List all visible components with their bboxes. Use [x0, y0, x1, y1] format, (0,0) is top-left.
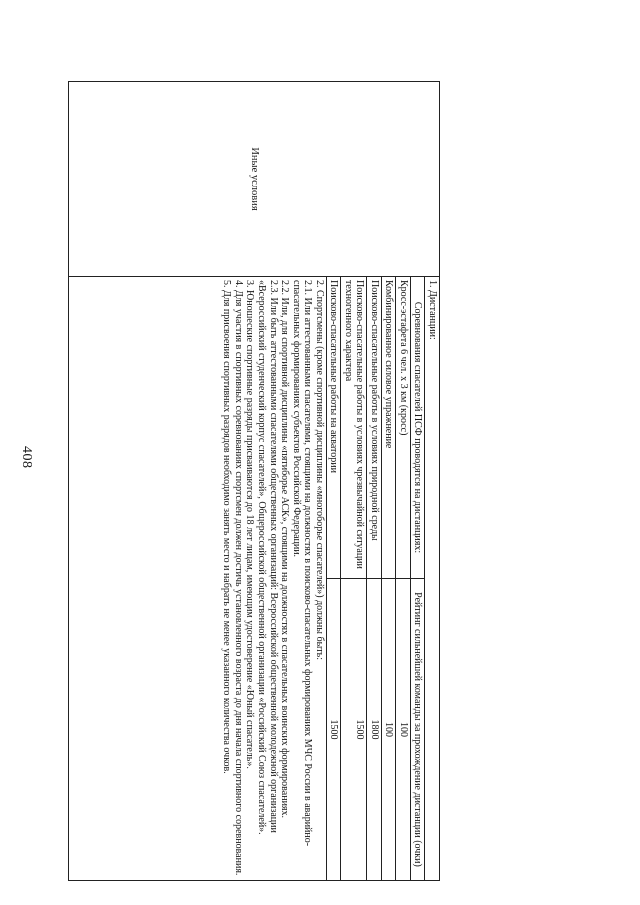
left-label: Иные условия	[248, 147, 260, 211]
distance-name: Комбинированное силовое упражнение	[382, 277, 397, 579]
distance-name: Поисково-спасательные работы в условиях чрезвычайной ситуации техногенного характера	[341, 277, 367, 579]
header-col1: Соревнования спасателей ПСФ проводятся на дистанциях:	[411, 277, 426, 579]
distance-value: 1500	[327, 579, 342, 881]
condition-item: 2. Спортсмены (кроме спортивной дисциплины «многоборье спасателей») должны быть:	[314, 280, 325, 661]
condition-item: 4. Для участия в спортивных соревнованиях спортсмен должен достичь установленного возраста до дня начала спортивного соревнования.	[232, 280, 244, 876]
requirements-table	[68, 81, 440, 881]
document-sheet	[68, 81, 440, 881]
left-label-cell	[69, 82, 440, 277]
distance-name: Поисково-спасательные работы на акватории	[327, 277, 342, 579]
conditions-block	[220, 277, 326, 880]
condition-item: 2.3. Или быть аттестованными спасателями общественных организаций: Всероссийской общественной молодежной организации «Всероссийский студенческий корпус спасателей», Общероссийской общественной организации «Российский Союз спасателей».	[256, 280, 279, 835]
distances-table	[326, 277, 439, 880]
distance-value: 100	[396, 579, 411, 881]
page-number: 408	[19, 446, 34, 469]
content-cell	[69, 277, 440, 881]
condition-item: 5. Для присвоения спортивных разрядов необходимо занять место и набрать не менее указанного количества очков.	[221, 280, 233, 774]
distance-value: 100	[382, 579, 397, 881]
distance-value: 1800	[367, 579, 382, 881]
condition-item: 2.2. Или, для спортивной дисциплины «пятиборье АСК», стоящими на должностях в спасательных воинских формированиях.	[279, 280, 291, 819]
distance-value: 1500	[341, 579, 367, 881]
condition-item: 2.1. Или аттестованными спасателями, стоящими на должностях в поисково-спасательных формированиях МЧС России в аварийно-спасательных формированиях субъектов Российской Федерации.	[290, 280, 314, 847]
distance-name: Поисково-спасательные работы в условиях природной среды	[367, 277, 382, 579]
dist-heading: 1. Дистанции:	[425, 277, 439, 880]
header-col2: Рейтинг сильнейшей команды за прохождение дистанции (очки)	[411, 579, 426, 881]
condition-item: 3. Юношеские спортивные разряды присваиваются до 18 лет лицам, имеющим удостоверение «Юный спасатель».	[244, 280, 256, 769]
distance-name: Кросс-эстафета 6 чел. х 3 км (кросс)	[396, 277, 411, 579]
